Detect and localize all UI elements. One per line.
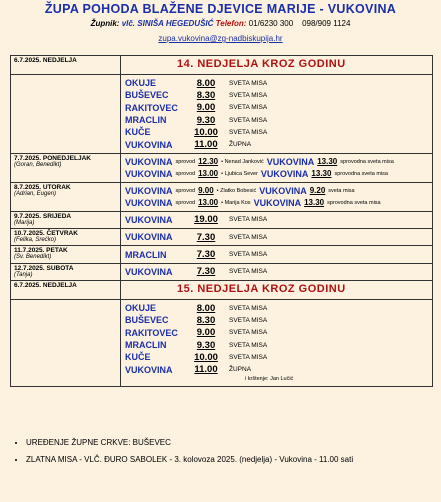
day-names: (Felika, Srećko) xyxy=(14,237,57,244)
sunday-date: 6.7.2025. NEDJELJA xyxy=(11,280,121,299)
event-place: VUKOVINA xyxy=(125,214,173,225)
event-desc: SVETA MISA xyxy=(229,268,268,276)
sunday-mass-list xyxy=(121,299,433,386)
baptism-note: i krštenje: Jan Lučić xyxy=(245,375,294,382)
event-place-2: VUKOVINA xyxy=(266,156,315,167)
day-events xyxy=(121,182,433,211)
event-time-2: 13.30 xyxy=(311,169,332,179)
event-row xyxy=(125,185,428,197)
sunday-title: 14. NEDJELJA KROZ GODINU xyxy=(121,56,433,75)
mass-desc: SVETA MISA xyxy=(229,353,268,361)
mass-desc: SVETA MISA xyxy=(229,104,268,112)
sunday-masses-row xyxy=(11,299,433,386)
announcement-item: • ZLATNA MISA - VLČ. ĐURO SABOLEK - 3. kolovoza 2025. (nedjelja) - Vukovina - 11.00 sati xyxy=(26,455,353,464)
mass-place: OKUJE xyxy=(125,78,157,89)
sunday-header-row xyxy=(11,280,433,299)
event-desc-2: sveta misa xyxy=(328,187,355,194)
mass-time: 9.00 xyxy=(196,102,216,114)
mass-row xyxy=(125,339,428,351)
day-events xyxy=(121,263,433,280)
schedule-table xyxy=(10,55,433,387)
event-type: sprovod xyxy=(175,158,196,165)
event-place: VUKOVINA xyxy=(125,156,173,167)
day-events xyxy=(121,211,433,228)
event-time: 19.00 xyxy=(194,214,218,226)
phone-label: Telefon: xyxy=(215,19,247,28)
mass-row xyxy=(125,327,428,339)
event-place-2: VUKOVINA xyxy=(253,197,302,208)
event-row xyxy=(125,168,428,180)
mass-desc: SVETA MISA xyxy=(229,304,268,312)
event-row xyxy=(125,248,428,260)
day-events xyxy=(121,153,433,182)
event-person: • Marija Kos xyxy=(221,199,251,206)
mass-time: 9.30 xyxy=(196,114,216,126)
event-person: • Zlatko Bobesić xyxy=(216,187,257,194)
day-cell xyxy=(11,153,121,182)
event-desc-2: sprovodna sveta misa xyxy=(340,158,394,165)
event-type: sprovod xyxy=(175,187,196,194)
mass-row xyxy=(125,302,428,314)
mass-desc: SVETA MISA xyxy=(229,329,268,337)
email-link[interactable]: zupa.vukovina@zg-nadbiskupija.hr xyxy=(158,34,283,43)
day-date: 12.7.2025. SUBOTA xyxy=(14,264,74,272)
event-time-2: 13.30 xyxy=(304,198,325,208)
mass-desc: SVETA MISA xyxy=(229,79,268,87)
mass-row xyxy=(125,314,428,326)
event-place: MRACLIN xyxy=(125,249,167,260)
mass-place: MRACLIN xyxy=(125,340,167,350)
mass-row xyxy=(125,102,428,114)
event-desc: SVETA MISA xyxy=(229,251,268,259)
event-time: 7.30 xyxy=(196,266,216,278)
parish-title: ŽUPA POHODA BLAŽENE DJEVICE MARIJE - VUKOVINA xyxy=(44,2,397,16)
event-place: VUKOVINA xyxy=(125,266,173,277)
weekday-row xyxy=(11,246,433,263)
event-person: • Ljubica Sever xyxy=(221,170,258,177)
mass-row xyxy=(125,126,428,138)
weekday-row xyxy=(11,263,433,280)
mass-place: BUŠEVEC xyxy=(125,315,169,326)
announcement-item: • UREĐENJE ŽUPNE CRKVE: BUŠEVEC xyxy=(26,438,353,447)
event-place: VUKOVINA xyxy=(125,232,173,243)
weekday-row xyxy=(11,153,433,182)
day-names: (Sv. Benedikt) xyxy=(14,254,52,261)
event-row xyxy=(125,266,428,278)
event-time: 7.30 xyxy=(196,231,216,243)
day-names: (Goran, Benedikt) xyxy=(14,161,62,168)
event-time: 9.00 xyxy=(198,186,214,196)
event-type: sprovod xyxy=(175,199,196,206)
announcements-list xyxy=(10,438,353,472)
mass-desc: ŽUPNA xyxy=(229,366,252,374)
event-type: sprovod xyxy=(175,170,196,177)
mass-time: 11.00 xyxy=(194,139,218,151)
mass-desc: ŽUPNA xyxy=(229,141,252,149)
event-row xyxy=(125,214,428,226)
day-events xyxy=(121,229,433,246)
event-place: VUKOVINA xyxy=(125,168,173,179)
day-date: 9.7.2025. SRIJEDA xyxy=(14,212,72,220)
mass-desc: SVETA MISA xyxy=(229,316,268,324)
mass-time: 8.00 xyxy=(196,77,216,89)
event-row xyxy=(125,197,428,209)
event-row xyxy=(125,231,428,243)
mass-place: MRACLIN xyxy=(125,115,167,126)
mass-row xyxy=(125,138,428,150)
weekday-row xyxy=(11,229,433,246)
day-date: 10.7.2025. ČETVRAK xyxy=(14,230,78,238)
sunday-header-row xyxy=(11,56,433,75)
pastor-name: vlč. SINIŠA HEGEDUŠIĆ xyxy=(121,19,214,28)
pastor-label: Župnik: xyxy=(90,19,120,28)
phone-numbers: 01/6230 300 098/909 1124 xyxy=(248,19,351,28)
mass-time: 8.30 xyxy=(196,89,216,101)
mass-row xyxy=(125,89,428,101)
mass-time: 10.00 xyxy=(194,126,218,138)
event-person: • Nenad Janković xyxy=(221,158,264,165)
mass-desc: SVETA MISA xyxy=(229,128,268,136)
event-desc: SVETA MISA xyxy=(229,216,268,224)
day-events xyxy=(121,246,433,263)
day-cell xyxy=(11,263,121,280)
day-date: 7.7.2025. PONEDJELJAK xyxy=(14,154,91,162)
sunday-masses-row xyxy=(11,75,433,154)
mass-place: KUČE xyxy=(125,127,151,138)
day-date: 11.7.2025. PETAK xyxy=(14,247,68,255)
mass-time: 9.30 xyxy=(196,339,216,351)
empty-cell xyxy=(11,299,121,386)
event-place-2: VUKOVINA xyxy=(259,185,307,196)
event-row xyxy=(125,156,428,168)
event-time: 13.00 xyxy=(198,198,219,208)
day-names: (Tanja) xyxy=(14,271,33,278)
mass-place: KUČE xyxy=(125,352,151,363)
sunday-date: 6.7.2025. NEDJELJA xyxy=(11,56,121,75)
mass-row xyxy=(125,77,428,89)
event-place: VUKOVINA xyxy=(125,185,173,196)
contact-line xyxy=(0,19,441,28)
mass-time: 8.30 xyxy=(196,314,216,326)
mass-desc: SVETA MISA xyxy=(229,341,268,349)
sunday-mass-list xyxy=(121,75,433,154)
mass-place: VUKOVINA xyxy=(125,364,173,375)
day-names: (Marija) xyxy=(14,219,35,226)
event-time: 13.00 xyxy=(198,169,219,179)
mass-place: OKUJE xyxy=(125,303,157,314)
day-cell xyxy=(11,182,121,211)
mass-row xyxy=(125,114,428,126)
weekday-row xyxy=(11,182,433,211)
mass-place: VUKOVINA xyxy=(125,139,173,150)
mass-row xyxy=(125,363,428,375)
day-names: (Adrian, Eugen) xyxy=(14,190,57,197)
mass-row xyxy=(125,351,428,363)
event-place-2: VUKOVINA xyxy=(260,168,309,179)
mass-time: 10.00 xyxy=(194,351,218,363)
mass-desc: SVETA MISA xyxy=(229,91,268,99)
mass-place: BUŠEVEC xyxy=(125,90,169,101)
weekday-row xyxy=(11,211,433,228)
mass-time: 9.00 xyxy=(196,327,216,339)
mass-desc: SVETA MISA xyxy=(229,116,268,124)
mass-place: RAKITOVEC xyxy=(125,102,178,113)
mass-place: RAKITOVEC xyxy=(125,327,178,338)
event-desc-2: sprovodna sveta misa xyxy=(327,199,381,206)
event-time-2: 13.30 xyxy=(317,157,338,167)
day-cell xyxy=(11,229,121,246)
mass-time: 11.00 xyxy=(194,364,218,376)
sunday-title: 15. NEDJELJA KROZ GODINU xyxy=(121,280,433,299)
event-desc: SVETA MISA xyxy=(229,233,268,241)
event-time: 7.30 xyxy=(196,249,216,261)
mass-time: 8.00 xyxy=(196,302,216,314)
event-desc-2: sprovodna sveta misa xyxy=(334,170,388,177)
day-date: 8.7.2025. UTORAK xyxy=(14,183,71,191)
event-place: VUKOVINA xyxy=(125,197,173,208)
day-cell xyxy=(11,211,121,228)
empty-cell xyxy=(11,75,121,154)
event-time-2: 9.20 xyxy=(309,186,326,196)
day-cell xyxy=(11,246,121,263)
event-time: 12.30 xyxy=(198,157,219,167)
parish-header xyxy=(0,2,441,46)
